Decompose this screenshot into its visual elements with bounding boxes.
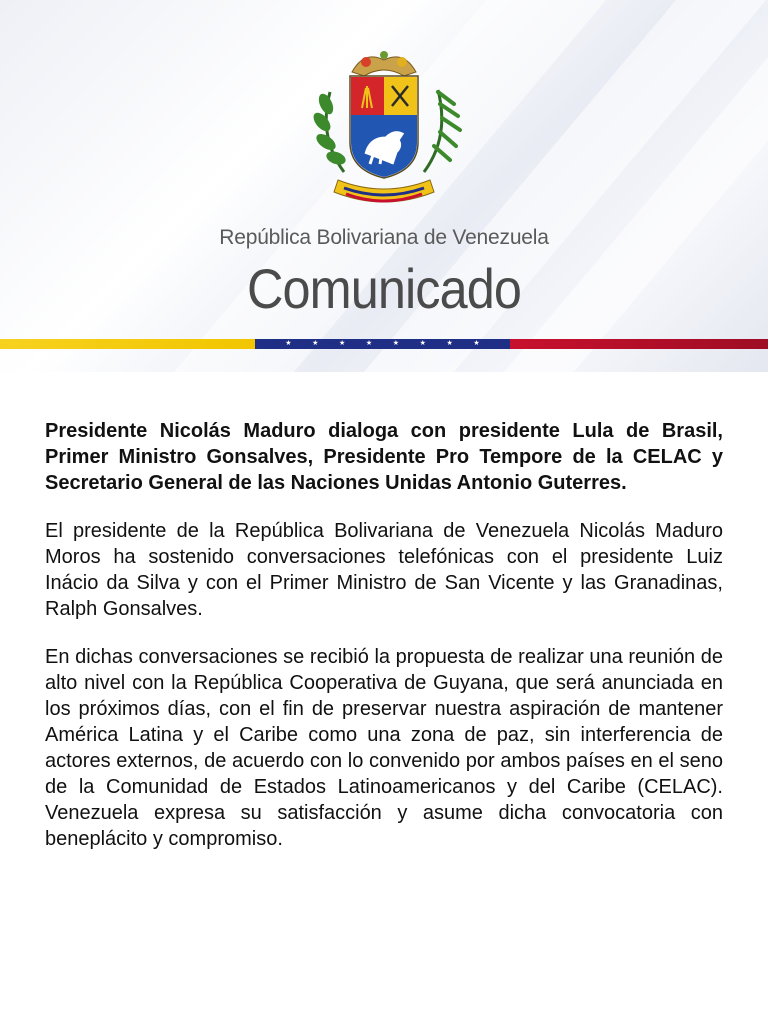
star-icon: ★ [312,340,319,347]
flag-red-band [510,339,768,349]
star-icon: ★ [473,340,480,347]
star-icon: ★ [285,340,292,347]
flag-yellow-band [0,339,255,349]
communique-paragraph-1: El presidente de la República Bolivariana de Venezuela Nicolás Maduro Moros ha sostenido conversaciones telefónicas con el presidente Luiz Inácio da Silva y con el Primer Ministro de San Vicente y las Granadinas, Ralph Gonsalves. [45,520,723,620]
star-icon: ★ [365,340,373,347]
star-icon: ★ [392,340,400,347]
communique-headline: Presidente Nicolás Maduro dialoga con presidente Lula de Brasil, Primer Ministro Gonsalves, Presidente Pro Tempore de la CELAC y Secretario General de las Naciones Unidas Antonio Guterres. [45,420,723,494]
header-banner [0,0,768,372]
star-icon: ★ [446,340,453,347]
flag-color-bar [0,339,768,349]
flag-blue-band [255,339,510,349]
coat-of-arms-icon [304,42,464,212]
communique-paragraph-2: En dichas conversaciones se recibió la propuesta de realizar una reunión de alto nivel con la República Cooperativa de Guyana, que será anunciada en los próximos días, con el fin de preservar nuestra aspiración de mantener América Latina y el Caribe como una zona de paz, sin interferencia de actores externos, de acuerdo con lo convenido por ambos países en el seno de la Comunidad de Estados Latinoamericanos y del Caribe (CELAC). Venezuela expresa su satisfacción y asume dicha convocatoria con beneplácito y compromiso. [45,646,723,850]
communique-body [45,418,723,874]
star-icon: ★ [419,340,426,347]
header-title: Comunicado [247,257,521,320]
star-icon: ★ [339,340,346,347]
header-subtitle: República Bolivariana de Venezuela [219,226,549,249]
